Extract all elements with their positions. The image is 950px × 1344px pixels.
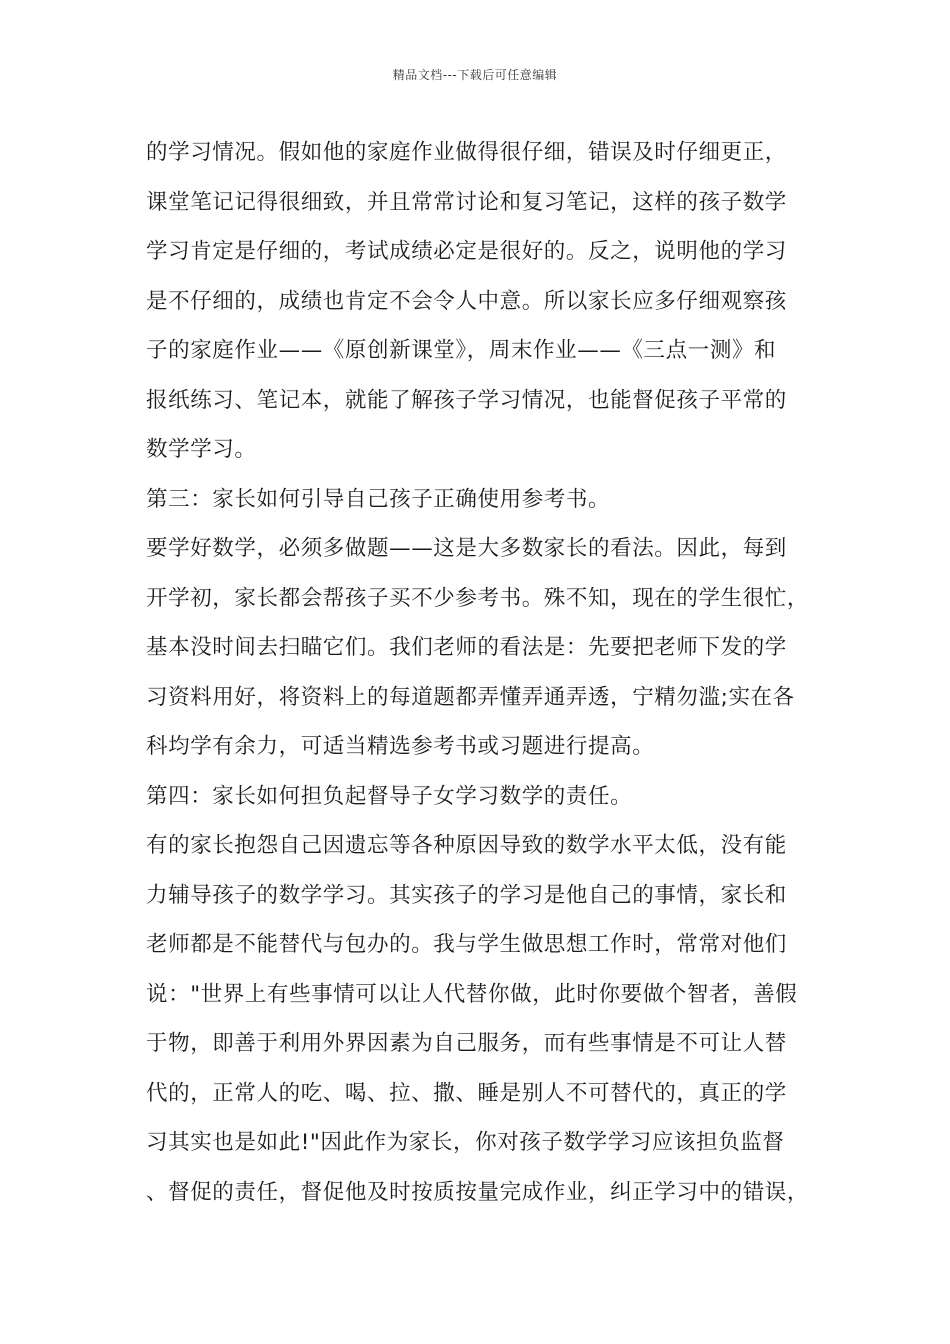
text-line: 习其实也是如此!"因此作为家长，你对孩子数学学习应该担负监督 bbox=[146, 1130, 785, 1155]
text-line: 是不仔细的，成绩也肯定不会令人中意。所以家长应多仔细观察孩 bbox=[146, 288, 787, 314]
text-line: 有的家长抱怨自己因遗忘等各种原因导致的数学水平太低，没有能 bbox=[146, 833, 787, 858]
text-line: 基本没时间去扫瞄它们。我们老师的看法是：先要把老师下发的学 bbox=[146, 635, 787, 660]
text-line: 要学好数学，必须多做题——这是大多数家长的看法。因此，每到 bbox=[146, 536, 787, 561]
text-line: 课堂笔记记得很细致，并且常常讨论和复习笔记，这样的孩子数学 bbox=[146, 189, 787, 215]
text-line: 、督促的责任，督促他及时按质按量完成作业，纠正学习中的错误， bbox=[146, 1179, 810, 1205]
text-line: 子的家庭作业——《原创新课堂》，周末作业——《三点一测》和 bbox=[146, 338, 777, 363]
text-line: 报纸练习、笔记本，就能了解孩子学习情况，也能督促孩子平常的 bbox=[146, 387, 787, 413]
text-line: 数学学习。 bbox=[146, 437, 257, 462]
text-line: 开学初，家长都会帮孩子买不少参考书。殊不知，现在的学生很忙， bbox=[146, 585, 810, 611]
text-line: 说："世界上有些事情可以让人代替你做，此时你要做个智者，善假 bbox=[146, 981, 798, 1007]
text-line: 科均学有余力，可适当精选参考书或习题进行提高。 bbox=[146, 734, 655, 759]
text-line: 于物，即善于利用外界因素为自己服务，而有些事情是不可让人替 bbox=[146, 1031, 787, 1056]
page-header: 精品文档---下载后可任意编辑 bbox=[392, 68, 558, 82]
section-heading: 第四：家长如何担负起督导子女学习数学的责任。 bbox=[146, 783, 633, 809]
section-heading: 第三：家长如何引导自己孩子正确使用参考书。 bbox=[146, 486, 611, 512]
text-line: 老师都是不能替代与包办的。我与学生做思想工作时，常常对他们 bbox=[146, 932, 787, 957]
text-line: 学习肯定是仔细的，考试成绩必定是很好的。反之，说明他的学习 bbox=[146, 239, 787, 264]
text-line: 力辅导孩子的数学学习。其实孩子的学习是他自己的事情，家长和 bbox=[146, 882, 787, 908]
text-line: 的学习情况。假如他的家庭作业做得很仔细，错误及时仔细更正， bbox=[146, 140, 787, 165]
text-line: 习资料用好，将资料上的每道题都弄懂弄通弄透，宁精勿滥;实在各 bbox=[146, 684, 795, 710]
text-line: 代的，正常人的吃、喝、拉、撒、睡是别人不可替代的，真正的学 bbox=[146, 1080, 787, 1106]
body-text bbox=[146, 128, 826, 1217]
